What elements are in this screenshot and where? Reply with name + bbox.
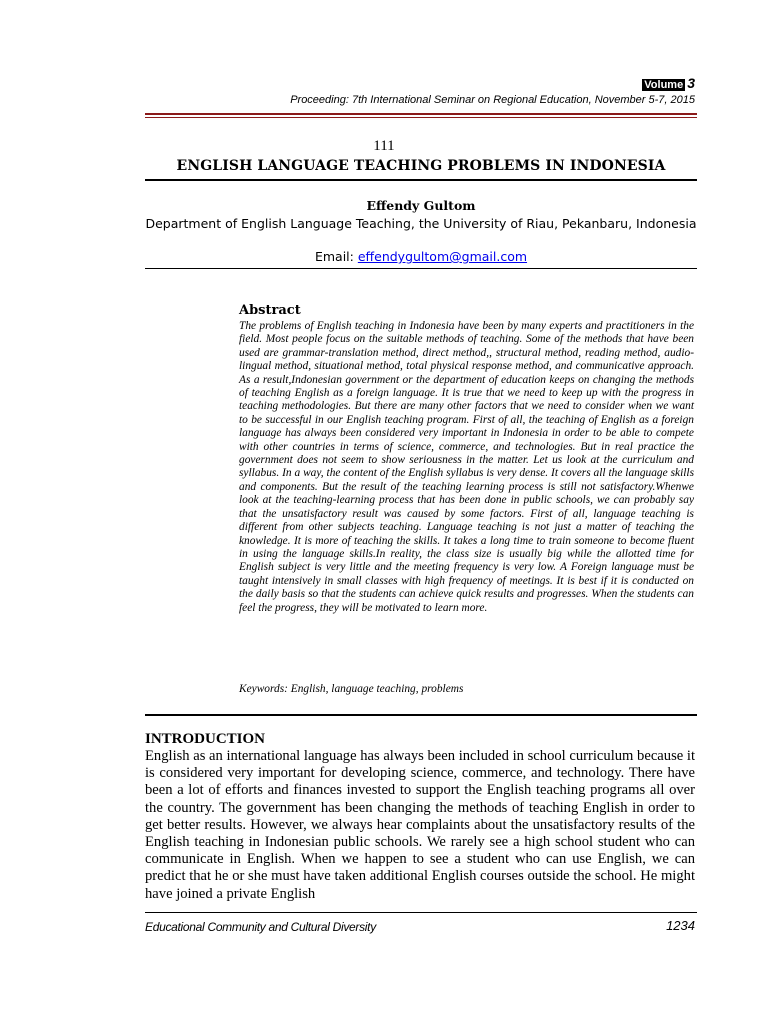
abstract-text: The problems of English teaching in Indonesia have been by many experts and practitioners in the field. Most people focus on the suitable methods of teaching. Some of the methods that have been used are grammar-translation method, direct method,, structural method, reading method, audio-lingual method, situational method, total physical response method, and communicative approach. As a result,Indonesian government or the department of education keeps on changing the methods of teaching English as a foreign language. It is true that we need to keep up with the progress in teaching methodologies. But there are many other factors that we need to consider when we want to be successful in our English teaching program. First of all, the teaching of English as a foreign language has always been considered very important in Indonesia in order to be able to compete with other countries in terms of science, commerce, and technologies. But in real practice the government does not seem to show seriousness in the matter. Let us look at the curriculum and syllabus. In a way, the content of the English syllabus is very dense. It covers all the language skills and components. But the result of the teaching learning process is still not satisfactory.Whenwe look at the teaching-learning process that has been done in public schools, we can probably say that the unsatisfactory result was caused by some factors. First of all, language teaching is different from other subjects teaching. Language teaching is not just a matter of teaching the knowledge. It is more of teaching the skills. It takes a long time to train someone to become fluent in using the language skills.In reality, the class size is usually big while the allotted time for English subject is very little and the meeting frequency is very low. A Foreign language must be taught intensively in small classes with high frequency of meetings. It is best if it is conducted on the daily basis so that the students can achieve quick results and progresses. When the students can feel the progress, they will be motivated to learn more. <box>239 320 694 614</box>
keywords: Keywords: English, language teaching, problems <box>239 683 464 695</box>
header-rule-thin <box>145 117 697 118</box>
section-rule <box>145 714 697 716</box>
introduction-text: English as an international language has always been included in school curriculum because it is considered very important for developing science, commerce, and technology. There have been a lot of efforts and finances invested to support the English teaching programs all over the country. The government has been changing the methods of teaching English in order to get better results. However, we always hear complaints about the unsatisfactory results of the English teaching in Indonesian public schools. We rarely see a high school student who can communicate in English. When we happen to see a student who can use English, we can predict that he or she must have taken additional English courses outside the school. He might have joined a private English <box>145 748 695 902</box>
abstract-heading: Abstract <box>239 303 301 318</box>
proceeding-line: Proceeding: 7th International Seminar on Regional Education, November 5-7, 2015 <box>290 94 695 106</box>
volume-indicator <box>0 75 695 91</box>
author-name: Effendy Gultom <box>366 198 476 213</box>
paper-title: ENGLISH LANGUAGE TEACHING PROBLEMS IN INDONESIA <box>176 158 666 174</box>
page-number: 1234 <box>666 918 695 933</box>
author-rule <box>145 268 697 269</box>
author-email <box>145 249 697 264</box>
introduction-heading: INTRODUCTION <box>145 731 266 747</box>
volume-number: 3 <box>687 75 695 91</box>
footer-theme: Educational Community and Cultural Diversity <box>145 920 376 934</box>
email-link[interactable]: effendygultom@gmail.com <box>357 249 528 264</box>
header-rule <box>145 113 697 115</box>
title-rule <box>145 179 697 181</box>
volume-label: Volume <box>644 79 684 91</box>
paper-number: 111 <box>373 138 395 154</box>
footer-rule <box>145 912 697 913</box>
author-affiliation: Department of English Language Teaching, the University of Riau, Pekanbaru, Indonesia <box>145 216 697 231</box>
email-label: Email: <box>314 249 358 264</box>
